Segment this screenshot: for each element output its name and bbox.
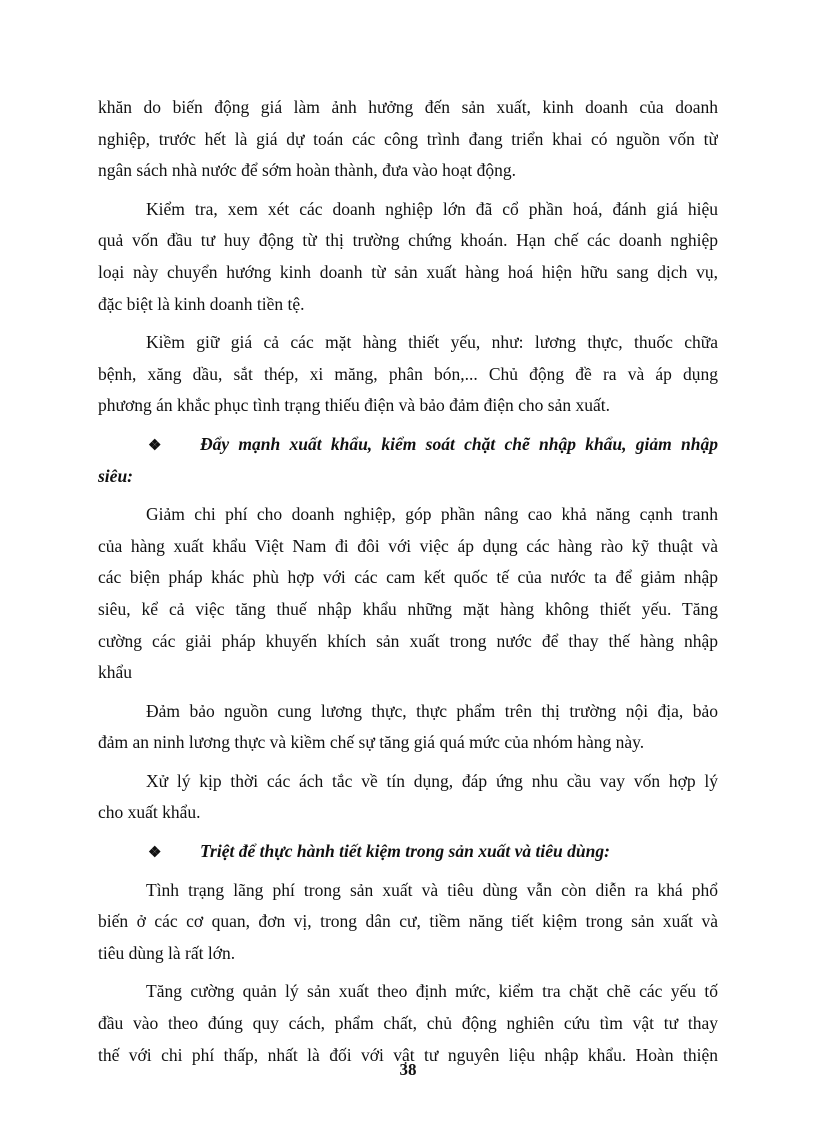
body-line: Kiểm tra, xem xét các doanh nghiệp lớn đã cổ phần hoá, đánh giá hiệu xyxy=(146,198,718,219)
document-body xyxy=(98,92,718,1071)
body-line: biến ở các cơ quan, đơn vị, trong dân cư, tiềm năng tiết kiệm trong sản xuất và xyxy=(98,911,718,932)
body-line: cường các giải pháp khuyến khích sản xuất trong nước để thay thế hàng nhập xyxy=(98,630,718,651)
body-line: khăn do biến động giá làm ảnh hưởng đến sản xuất, kinh doanh của doanh xyxy=(98,97,718,117)
body-line: khẩu xyxy=(98,662,133,683)
body-line: Xử lý kịp thời các ách tắc về tín dụng, đáp ứng nhu cầu vay vốn hợp lý xyxy=(146,770,718,791)
body-line: Tình trạng lãng phí trong sản xuất và tiêu dùng vẫn còn diễn ra khá phổ xyxy=(146,879,718,900)
section-heading-continuation: siêu: xyxy=(98,465,133,486)
section-heading-exports xyxy=(98,429,718,461)
body-line: quả vốn đầu tư huy động từ thị trường chứng khoán. Hạn chế các doanh nghiệp xyxy=(98,230,718,251)
body-line: thế với chi phí thấp, nhất là đối với vật tư nguyên liệu nhập khẩu. Hoàn thiện xyxy=(98,1044,718,1065)
body-line: Giảm chi phí cho doanh nghiệp, góp phần nâng cao khả năng cạnh tranh xyxy=(146,504,718,525)
body-line: tiêu dùng là rất lớn. xyxy=(98,942,236,963)
body-line: đảm an ninh lương thực và kiềm chế sự tăng giá quá mức của nhóm hàng này. xyxy=(98,732,645,753)
body-line: đặc biệt là kinh doanh tiền tệ. xyxy=(98,293,305,314)
diamond-bullet-icon: ❖ xyxy=(148,845,162,862)
body-line: bệnh, xăng dầu, sắt thép, xi măng, phân bón,... Chủ động đề ra và áp dụng xyxy=(98,363,718,384)
body-line: siêu, kể cả việc tăng thuế nhập khẩu những mặt hàng không thiết yếu. Tăng xyxy=(98,598,718,619)
body-line: Đảm bảo nguồn cung lương thực, thực phẩm trên thị trường nội địa, bảo xyxy=(146,700,718,721)
diamond-bullet-icon: ❖ xyxy=(148,437,162,454)
section-heading-text: Đẩy mạnh xuất khẩu, kiểm soát chặt chẽ nhập khẩu, giảm nhập xyxy=(200,433,718,454)
section-heading-savings xyxy=(98,836,718,868)
body-line: ngân sách nhà nước để sớm hoàn thành, đưa vào hoạt động. xyxy=(98,160,517,181)
body-line: loại này chuyển hướng kinh doanh từ sản xuất hàng hoá hiện hữu sang dịch vụ, xyxy=(98,261,718,282)
body-line: của hàng xuất khẩu Việt Nam đi đôi với việc áp dụng các hàng rào kỹ thuật và xyxy=(98,535,718,556)
body-line: cho xuất khẩu. xyxy=(98,802,201,823)
body-line: Kiềm giữ giá cả các mặt hàng thiết yếu, như: lương thực, thuốc chữa xyxy=(146,332,718,353)
section-heading-text: Triệt để thực hành tiết kiệm trong sản xuất và tiêu dùng: xyxy=(200,841,610,862)
body-line: phương án khắc phục tình trạng thiếu điện và bảo đảm điện cho sản xuất. xyxy=(98,395,611,416)
body-line: Tăng cường quản lý sản xuất theo định mức, kiểm tra chặt chẽ các yếu tố xyxy=(146,981,718,1002)
body-line: các biện pháp khác phù hợp với các cam kết quốc tế của nước ta để giảm nhập xyxy=(98,567,718,588)
page-number: 38 xyxy=(399,1060,417,1079)
body-line: đầu vào theo đúng quy cách, phẩm chất, chủ động nghiên cứu tìm vật tư thay xyxy=(98,1013,718,1034)
body-line: nghiệp, trước hết là giá dự toán các công trình đang triển khai có nguồn vốn từ xyxy=(98,128,718,149)
